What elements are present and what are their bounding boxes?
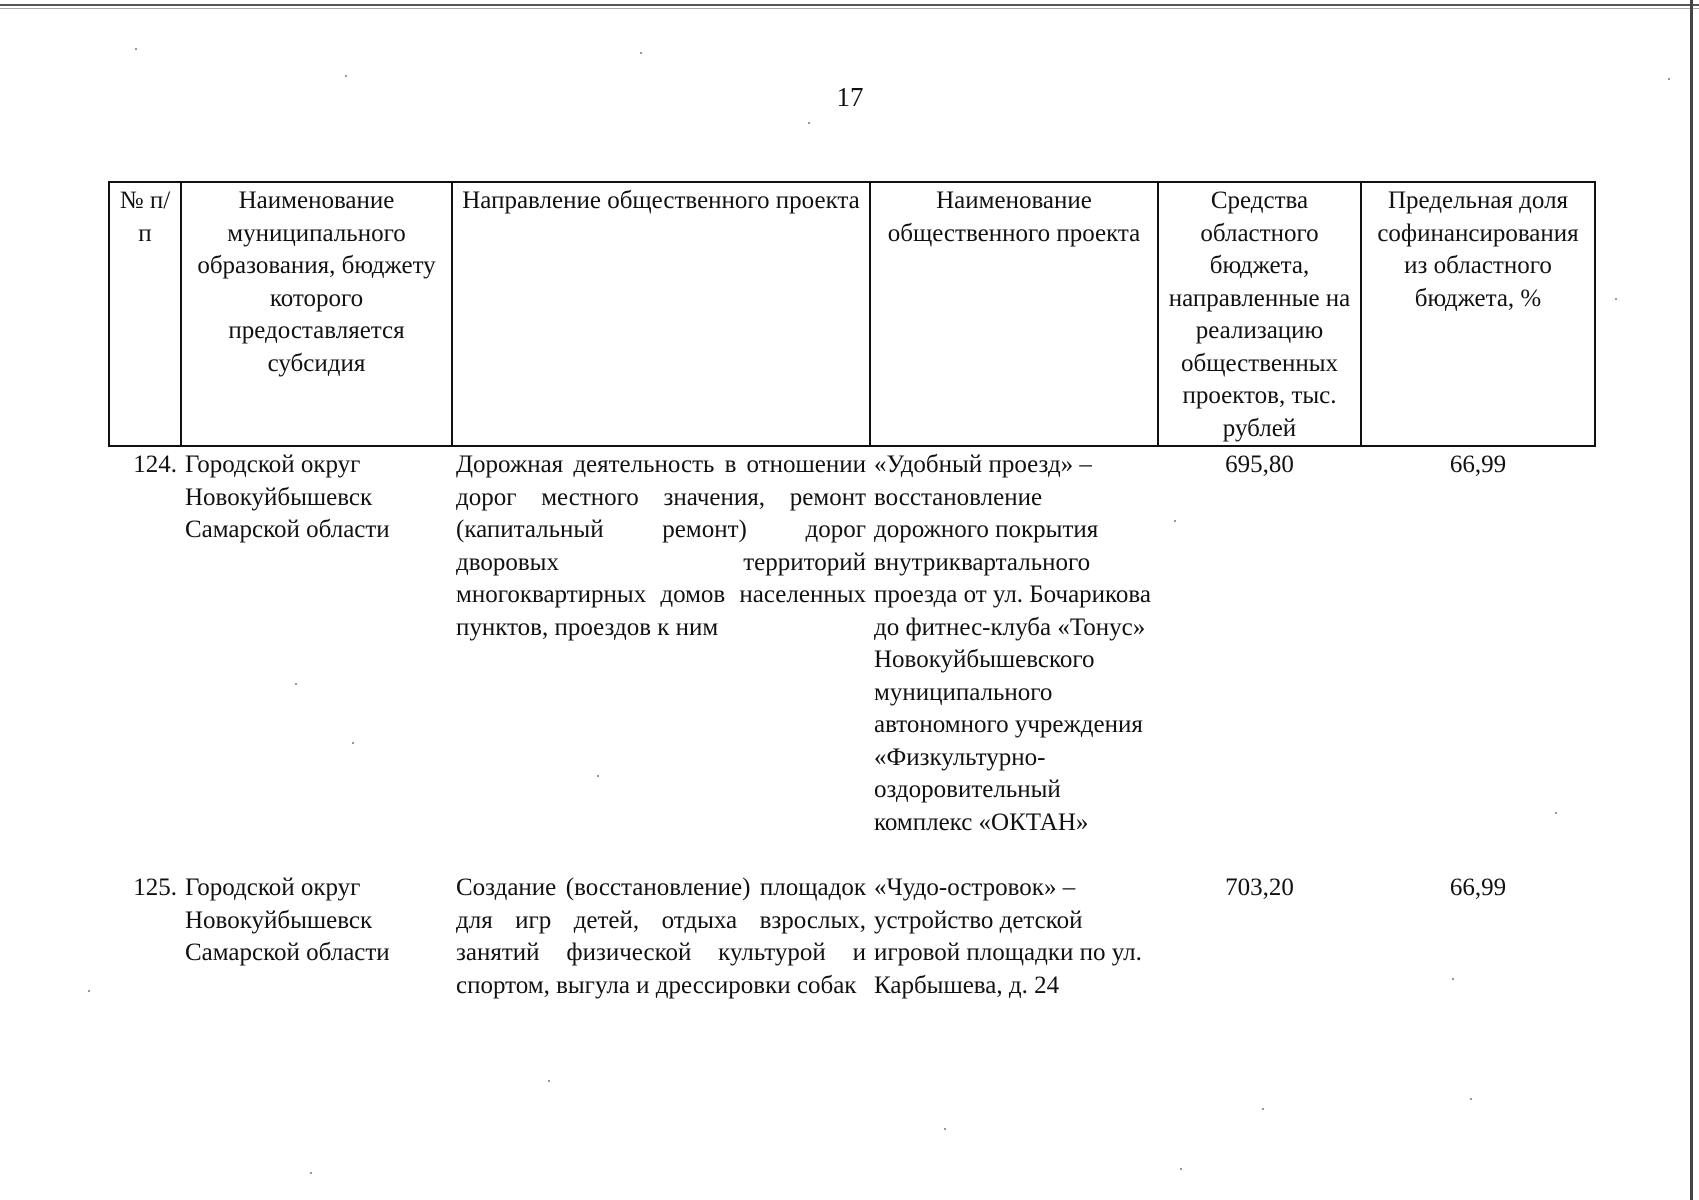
row-municipality: Городской округ Новокуйбышевск Самарской области bbox=[185, 874, 390, 966]
scan-speck bbox=[808, 122, 810, 124]
header-direction: Направление общественного проекта bbox=[452, 182, 870, 446]
scan-speck bbox=[310, 1172, 312, 1174]
scan-speck bbox=[1668, 78, 1670, 80]
scan-right-border bbox=[1690, 0, 1693, 1200]
scan-speck bbox=[1615, 298, 1617, 300]
scan-speck bbox=[597, 775, 599, 777]
scan-speck bbox=[1555, 812, 1557, 814]
row-direction: Создание (восстановление) площадок для игр детей, отдыха взрослых, занятий физической культурой и спортом, выгула и дрессировки собак bbox=[456, 874, 866, 999]
table-header-row bbox=[109, 182, 1595, 446]
scan-top-border-secondary bbox=[0, 8, 1699, 9]
scan-top-border bbox=[0, 4, 1699, 6]
scan-speck bbox=[345, 75, 347, 77]
page-number: 17 bbox=[836, 82, 864, 112]
table-row bbox=[109, 446, 1595, 871]
row-number: 124. bbox=[133, 451, 177, 478]
header-number: № п/п bbox=[109, 182, 181, 446]
subsidy-table bbox=[108, 181, 1596, 1002]
row-direction: Дорожная деятельность в отношении дорог местного значения, ремонт (капитальный ремонт) дорог дворовых территорий многоквартирных домов населенных пунктов, проездов к ним bbox=[456, 451, 866, 641]
scan-speck bbox=[548, 1080, 550, 1082]
row-municipality: Городской округ Новокуйбышевск Самарской области bbox=[185, 451, 390, 543]
row-project: «Чудо-островок» – устройство детской игровой площадки по ул. Карбышева, д. 24 bbox=[874, 874, 1142, 999]
row-share: 66,99 bbox=[1449, 451, 1507, 478]
scan-speck bbox=[1174, 520, 1176, 522]
table-row bbox=[109, 871, 1595, 1002]
row-project: «Удобный проезд» – восстановление дорожного покрытия внутриквартального проезда от ул. Бочарикова до фитнес-клуба «Тонус» Новокуйбышевского муниципального автономного учреждения «Физкультурно-оздоровительный комплекс «ОКТАН» bbox=[874, 451, 1152, 836]
row-funds: 703,20 bbox=[1225, 874, 1294, 901]
row-share: 66,99 bbox=[1449, 874, 1507, 901]
scan-speck bbox=[1470, 1098, 1472, 1100]
header-project: Наименование общественного проекта bbox=[870, 182, 1158, 446]
scan-speck bbox=[1452, 978, 1454, 980]
scan-speck bbox=[1180, 1168, 1182, 1170]
scan-speck bbox=[944, 1128, 946, 1130]
scan-speck bbox=[135, 48, 137, 50]
scan-speck bbox=[295, 683, 297, 685]
scan-speck bbox=[88, 990, 90, 992]
header-funds: Средства областного бюджета, направленные на реализацию общественных проектов, тыс. рублей bbox=[1158, 182, 1361, 446]
scan-speck bbox=[1262, 1108, 1264, 1110]
scan-speck bbox=[640, 52, 642, 54]
scan-speck bbox=[352, 742, 354, 744]
row-number: 125. bbox=[133, 874, 177, 901]
row-funds: 695,80 bbox=[1225, 451, 1294, 478]
header-municipality: Наименование муниципального образования, бюджету которого предоставляется субсидия bbox=[181, 182, 452, 446]
header-share: Предельная доля софинансирования из областного бюджета, % bbox=[1361, 182, 1595, 446]
